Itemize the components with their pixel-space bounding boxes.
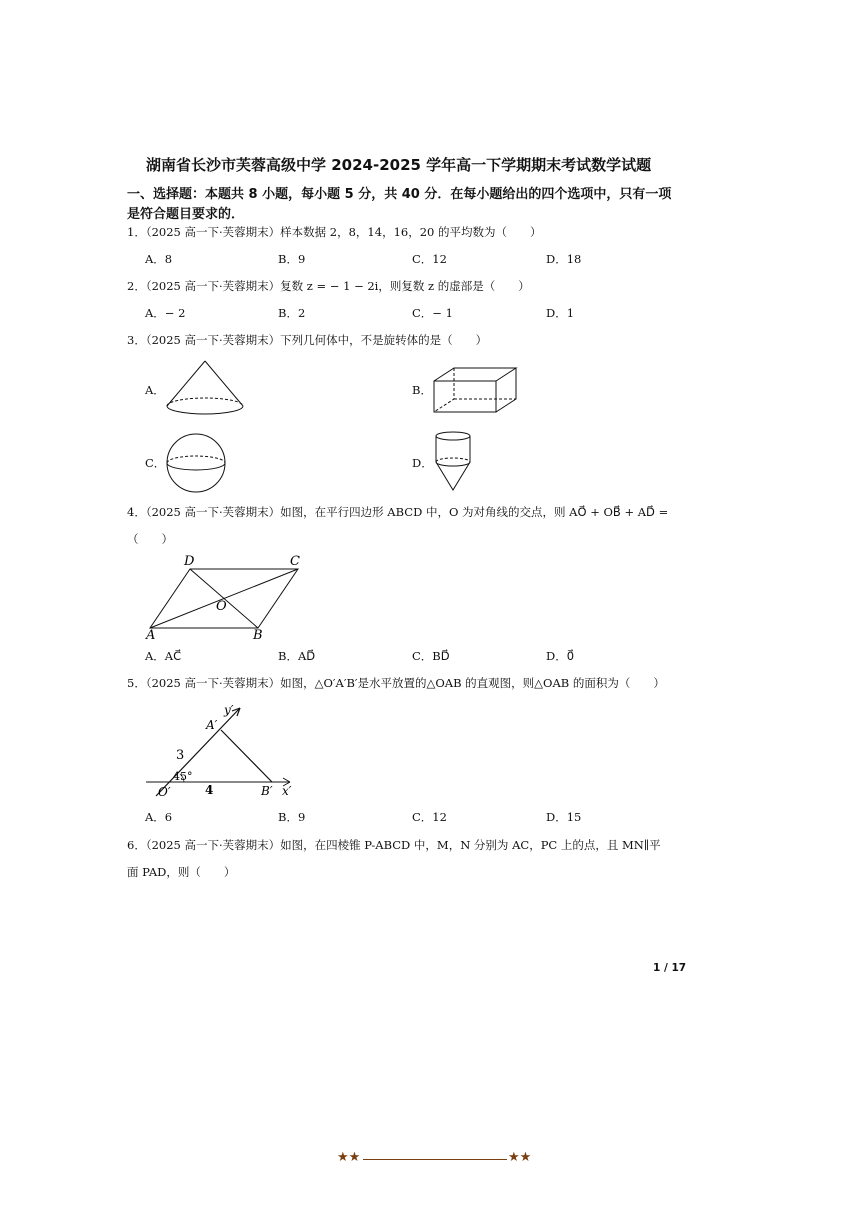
label-x-axis: x′ xyxy=(282,784,292,798)
sphere-figure xyxy=(163,432,229,494)
section-heading-cont: 是符合题目要求的． xyxy=(127,207,245,222)
label-b-prime: B′ xyxy=(261,784,273,798)
footer-stars-right: ★★ xyxy=(508,1150,532,1165)
question-4-stem: 4．（2025 高一下·芙蓉期末）如图，在平行四边形 ABCD 中，O 为对角线的交点，则 AO⃗ + OB⃗ + AD⃗ = xyxy=(127,505,669,519)
q5-option-c: C．12 xyxy=(412,810,447,824)
label-angle: 45° xyxy=(173,770,193,783)
q4-option-d: D．0⃗ xyxy=(546,649,575,663)
label-side-length: 3 xyxy=(176,748,185,763)
q3-option-b: B． xyxy=(412,383,432,397)
q1-option-b: B．9 xyxy=(278,252,306,266)
q1-option-a: A．8 xyxy=(145,252,173,266)
q2-option-c: C．− 1 xyxy=(412,306,453,320)
q4-option-b: B．AD⃗ xyxy=(278,649,316,663)
question-2-stem: 2．（2025 高一下·芙蓉期末）复数 z = − 1 − 2i，则复数 z 的虚部是（ ） xyxy=(127,279,530,293)
label-o-prime: O′ xyxy=(158,785,171,799)
footer-divider xyxy=(363,1159,507,1160)
label-b: B xyxy=(253,628,263,642)
question-4-stem-cont: （ ） xyxy=(127,532,173,546)
q4-option-a: A．AC⃗ xyxy=(145,649,182,663)
label-base-length: 4 xyxy=(205,783,214,797)
q3-option-c: C． xyxy=(145,456,166,470)
question-6-stem: 6．（2025 高一下·芙蓉期末）如图，在四棱锥 P-ABCD 中，M，N 分别为 AC，PC 上的点，且 MN∥平 xyxy=(127,838,661,852)
q4-option-c: C．BD⃗ xyxy=(412,649,450,663)
label-a-prime: A′ xyxy=(206,718,218,732)
question-6-stem-cont: 面 PAD，则（ ） xyxy=(127,865,236,879)
page-title: 湖南省长沙市芙蓉高级中学 2024-2025 学年高一下学期期末考试数学试题 xyxy=(146,156,652,174)
parallelogram-figure xyxy=(140,550,310,642)
cylinder-cone-figure xyxy=(430,428,476,494)
label-y-axis: y′ xyxy=(224,703,234,717)
cone-figure xyxy=(160,358,250,420)
question-5-stem: 5．（2025 高一下·芙蓉期末）如图，△O′A′B′是水平放置的△OAB 的直观图，则△OAB 的面积为（ ） xyxy=(127,676,665,690)
q5-option-a: A．6 xyxy=(145,810,173,824)
label-o: O xyxy=(216,599,227,614)
q2-option-a: A．− 2 xyxy=(145,306,186,320)
label-a: A xyxy=(146,628,156,642)
q1-option-c: C．12 xyxy=(412,252,447,266)
oblique-triangle-figure xyxy=(140,700,310,800)
q5-option-d: D．15 xyxy=(546,810,582,824)
q2-option-b: B．2 xyxy=(278,306,306,320)
question-3-stem: 3．（2025 高一下·芙蓉期末）下列几何体中，不是旋转体的是（ ） xyxy=(127,333,488,347)
label-d: D xyxy=(184,554,195,569)
q3-option-a: A． xyxy=(145,383,165,397)
cuboid-figure xyxy=(430,364,520,416)
footer-stars-left: ★★ xyxy=(337,1150,361,1165)
q2-option-d: D．1 xyxy=(546,306,575,320)
q1-option-d: D．18 xyxy=(546,252,582,266)
section-heading: 一、选择题：本题共 8 小题，每小题 5 分，共 40 分．在每小题给出的四个选项中，只有一项 xyxy=(127,187,672,202)
q5-option-b: B．9 xyxy=(278,810,306,824)
question-1-stem: 1．（2025 高一下·芙蓉期末）样本数据 2，8，14，16，20 的平均数为（ ） xyxy=(127,225,542,239)
q3-option-d: D． xyxy=(412,456,433,470)
label-c: C xyxy=(290,554,300,569)
page-number: 1 / 17 xyxy=(653,962,687,974)
